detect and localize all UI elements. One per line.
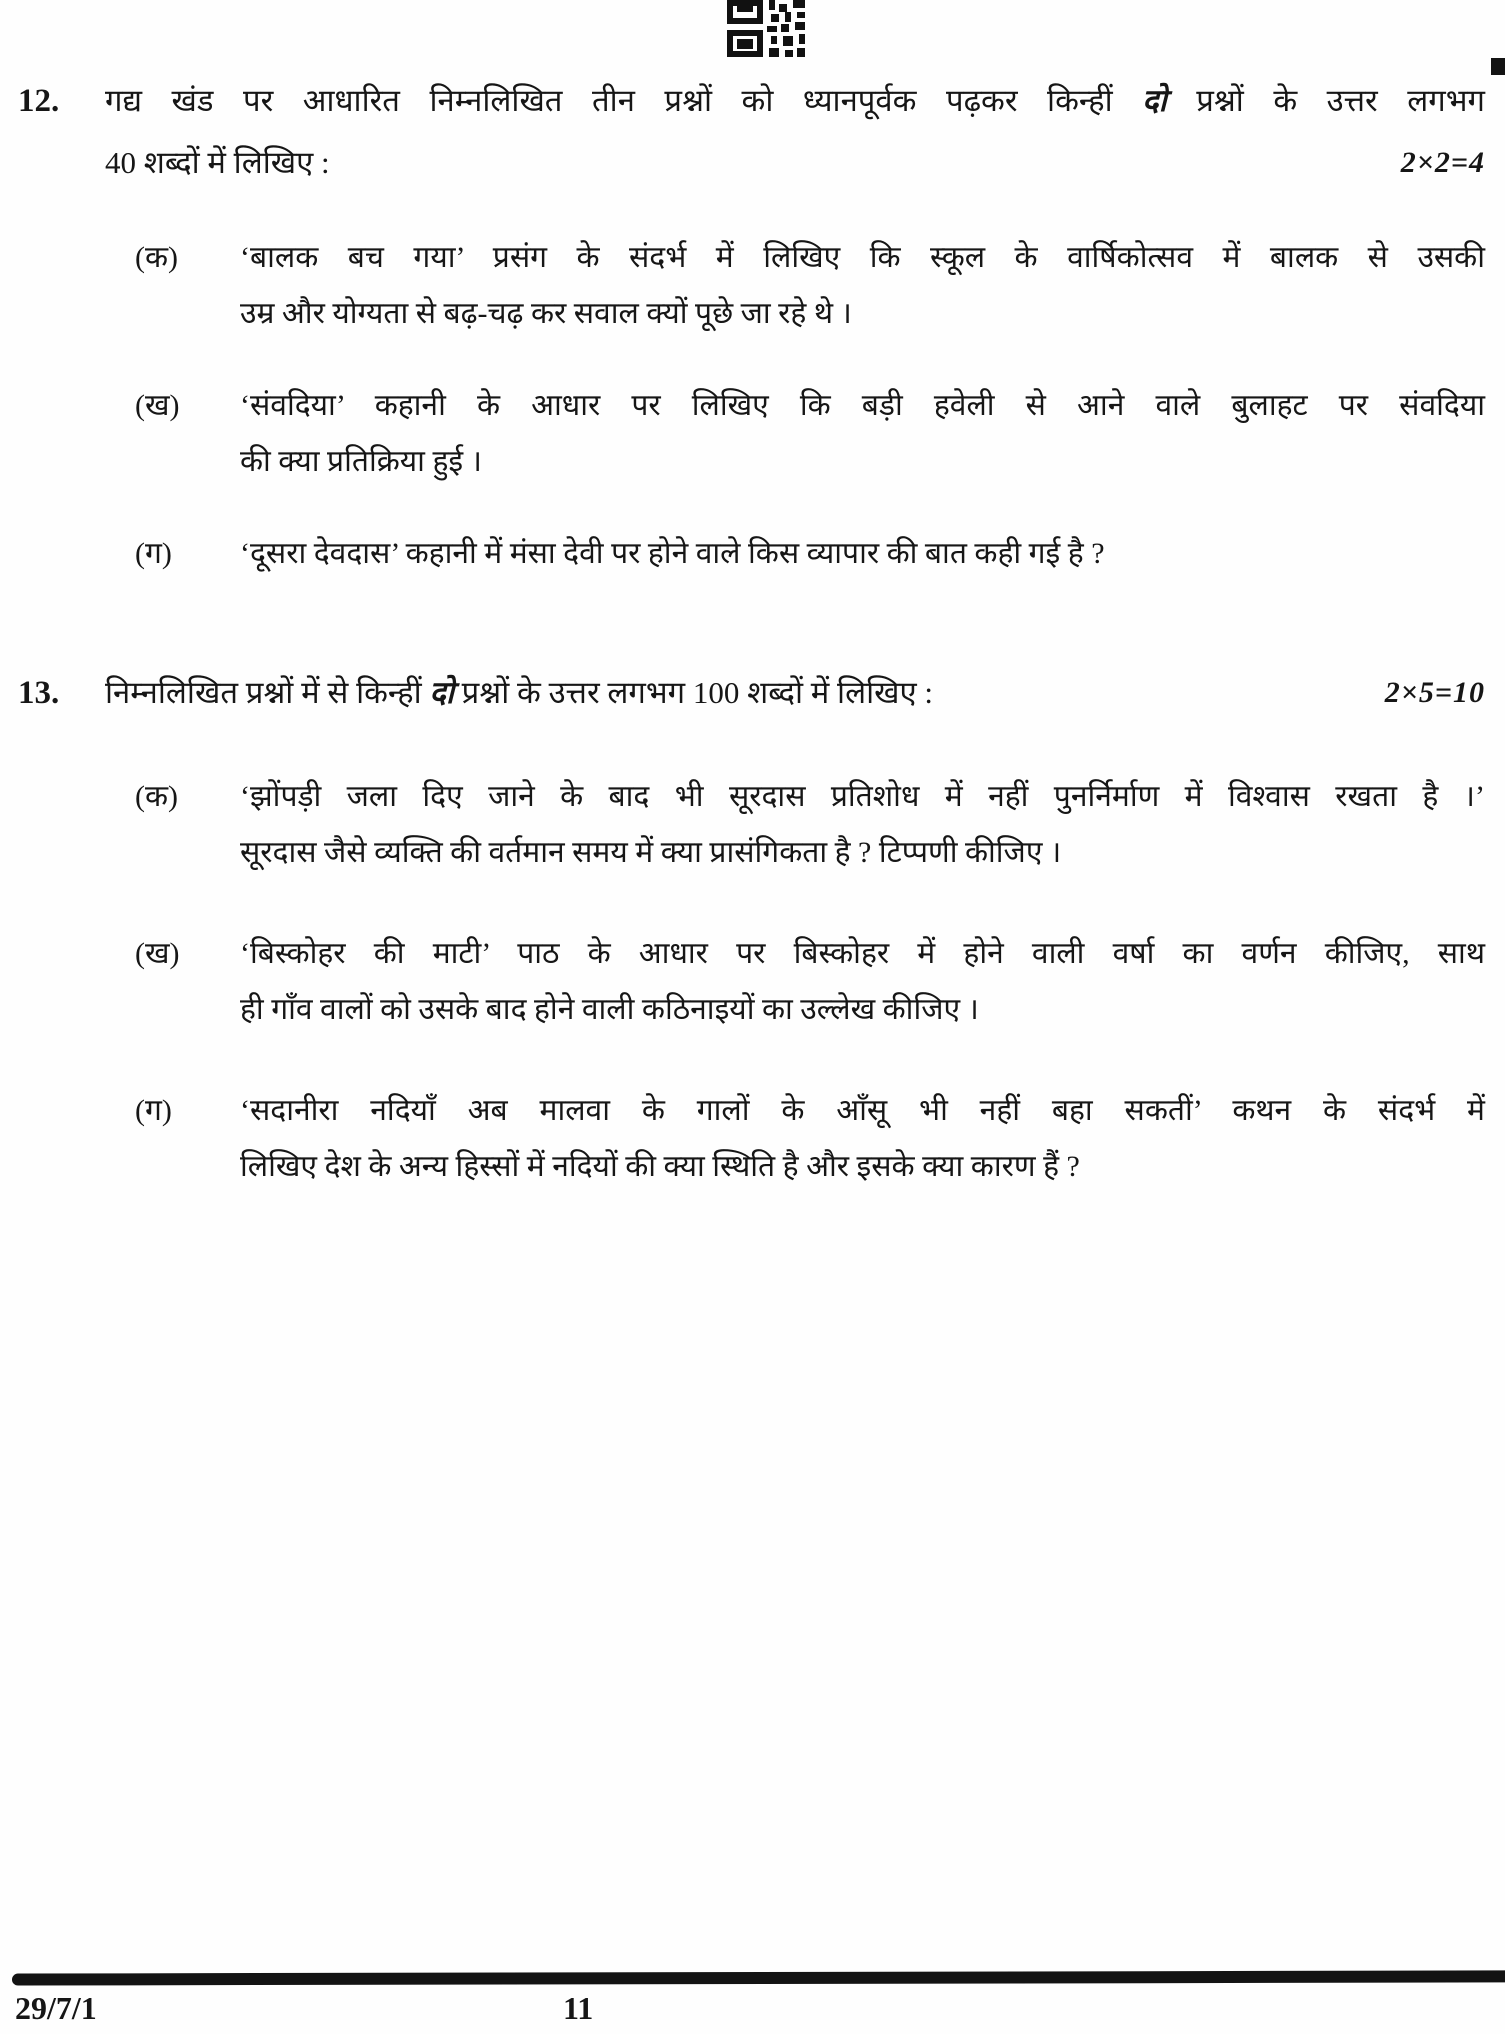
question-13-body — [105, 662, 1505, 1195]
sub-question-line: सूरदास जैसे व्यक्ति की वर्तमान समय में क्या प्रासंगिकता है ? टिप्पणी कीजिए । — [240, 836, 1062, 869]
footer-divider-rule — [12, 1970, 1505, 1985]
question-13-marks: 2×5=10 — [1384, 676, 1485, 709]
sub-question-label: (क) — [135, 780, 179, 813]
sub-question-label: (ग) — [135, 537, 172, 570]
question-13-sub-c — [105, 1083, 1485, 1195]
page-footer — [0, 1972, 1505, 2034]
sub-question-line: ‘बालक बच गया’ प्रसंग के संदर्भ में लिखिए कि स्कूल के वार्षिकोत्सव में बालक से उसकी — [240, 241, 1485, 274]
sub-question-text — [240, 526, 1485, 582]
question-12-marks: 2×2=4 — [1400, 146, 1485, 179]
intro-emphasis: दो — [429, 675, 454, 710]
intro-text: निम्नलिखित प्रश्नों में से किन्हीं — [105, 675, 430, 710]
question-12-number: 12. — [18, 83, 60, 119]
sub-question-label: (ग) — [135, 1094, 172, 1127]
sub-question-line: ही गाँव वालों को उसके बाद होने वाली कठिनाइयों का उल्लेख कीजिए । — [240, 993, 979, 1026]
question-12-sub-c — [105, 526, 1485, 582]
intro-emphasis: दो — [1142, 83, 1167, 118]
paper-code: 29/7/1 — [15, 1990, 97, 2026]
sub-question-text — [240, 378, 1485, 490]
sub-question-line: ‘सदानीरा नदियाँ अब मालवा के गालों के आँसू भी नहीं बहा सकतीं’ कथन के संदर्भ में — [240, 1094, 1485, 1127]
scan-artifact — [1491, 58, 1505, 75]
page-number: 11 — [563, 1990, 594, 2026]
question-13 — [0, 662, 1505, 1195]
sub-question-text — [240, 926, 1485, 1038]
sub-question-text — [240, 1083, 1485, 1195]
sub-question-line: उम्र और योग्यता से बढ़-चढ़ कर सवाल क्यों पूछे जा रहे थे । — [240, 297, 852, 330]
sub-question-text — [240, 230, 1485, 342]
question-13-sub-a — [105, 769, 1485, 881]
sub-question-text — [240, 769, 1485, 881]
question-13-intro-line1 — [105, 662, 1485, 724]
sub-question-label: (ख) — [135, 389, 180, 422]
qr-code-icon — [727, 0, 805, 57]
sub-question-line: ‘संवदिया’ कहानी के आधार पर लिखिए कि बड़ी हवेली से आने वाले बुलाहट पर संवदिया — [240, 389, 1485, 422]
question-12-sub-b — [105, 378, 1485, 490]
question-13-number: 13. — [18, 675, 60, 711]
question-12-body — [105, 70, 1505, 582]
question-12-intro-line1 — [105, 70, 1485, 132]
intro-text: प्रश्नों के उत्तर लगभग 100 शब्दों में लिखिए : — [453, 675, 933, 710]
question-13-sub-b — [105, 926, 1485, 1038]
question-12 — [0, 70, 1505, 582]
sub-question-line: ‘झोंपड़ी जला दिए जाने के बाद भी सूरदास प्रतिशोध में नहीं पुनर्निर्माण में विश्वास रखता है ।’ — [240, 780, 1485, 813]
intro-text: गद्य खंड पर आधारित निम्नलिखित तीन प्रश्नों को ध्यानपूर्वक पढ़कर किन्हीं — [105, 83, 1143, 118]
sub-question-label: (क) — [135, 241, 179, 274]
sub-question-line: लिखिए देश के अन्य हिस्सों में नदियों की क्या स्थिति है और इसके क्या कारण हैं ? — [240, 1150, 1080, 1183]
sub-question-label: (ख) — [135, 937, 180, 970]
sub-question-line: ‘बिस्कोहर की माटी’ पाठ के आधार पर बिस्कोहर में होने वाली वर्षा का वर्णन कीजिए, साथ — [240, 937, 1485, 970]
sub-question-line: की क्या प्रतिक्रिया हुई । — [240, 445, 482, 478]
intro-text: 40 शब्दों में लिखिए : — [105, 145, 330, 180]
question-12-intro-line2 — [105, 132, 1485, 194]
sub-question-line: ‘दूसरा देवदास’ कहानी में मंसा देवी पर होने वाले किस व्यापार की बात कही गई है ? — [240, 537, 1105, 570]
intro-text: प्रश्नों के उत्तर लगभग — [1166, 83, 1485, 118]
question-12-sub-a — [105, 230, 1485, 342]
